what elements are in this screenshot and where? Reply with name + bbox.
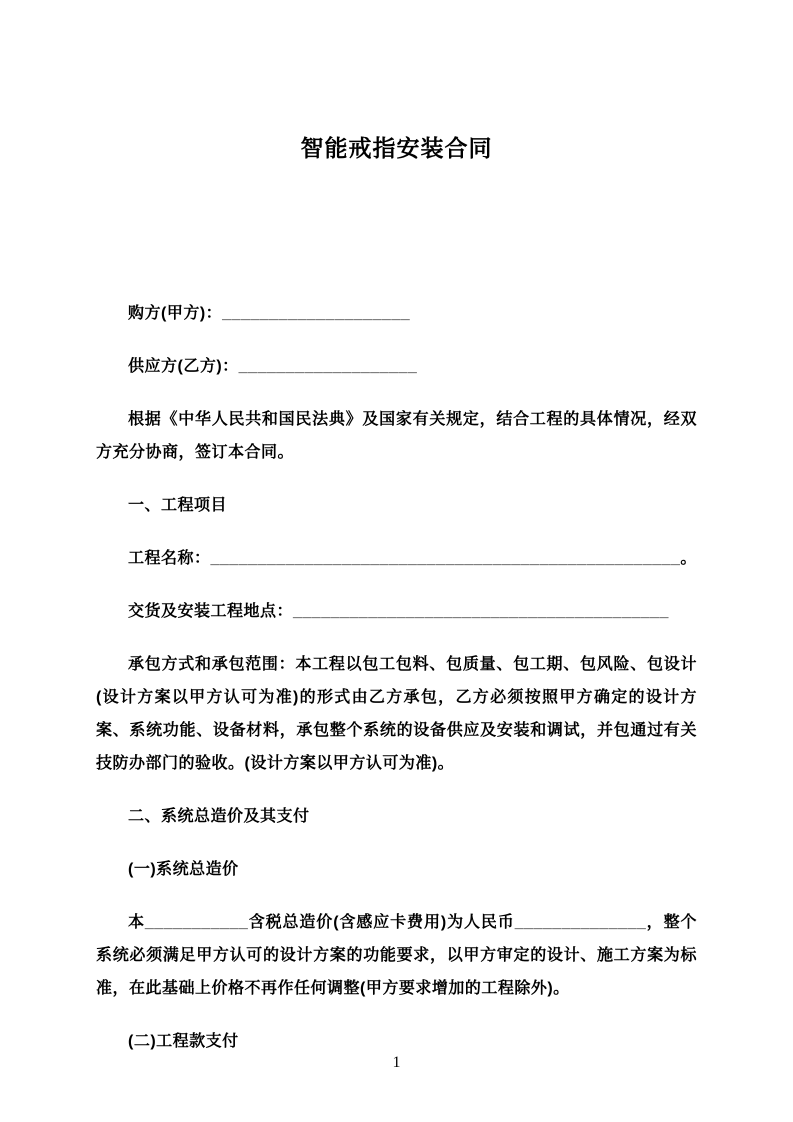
party-a-line: 购方(甲方)：____________________ — [128, 305, 411, 322]
project-name-line: 工程名称：__________________________________________________。 — [128, 550, 697, 567]
page-number: 1 — [392, 1054, 401, 1071]
section1-heading: 一、工程项目 — [128, 497, 228, 514]
total-price-paragraph: 本___________含税总造价(含感应卡费用)为人民币______________，整个系统必须满足甲方认可的设计方案的功能要求，以甲方审定的设计、施工方案为标准，在此基础上价格不再作任何调整(甲方要求增加的工程除外)。 — [96, 914, 697, 997]
document-title: 智能戒指安装合同 — [300, 135, 493, 161]
section2-2-heading: (二)工程款支付 — [128, 1033, 239, 1050]
contract-scope-paragraph: 承包方式和承包范围：本工程以包工包料、包质量、包工期、包风险、包设计(设计方案以甲方认可为准)的形式由乙方承包，乙方必须按照甲方确定的设计方案、系统功能、设备材料，承包整个系统的设备供应及安装和调试，并包通过有关技防办部门的验收。(设计方案以甲方认可为准)。 — [96, 656, 697, 772]
party-b-line: 供应方(乙方)：___________________ — [128, 358, 418, 375]
delivery-location-line: 交货及安装工程地点：________________________________________ — [128, 603, 669, 620]
section2-1-heading: (一)系统总造价 — [128, 861, 239, 878]
preamble-paragraph: 根据《中华人民共和国民法典》及国家有关规定，结合工程的具体情况，经双方充分协商，签订本合同。 — [96, 411, 697, 461]
section2-heading: 二、系统总造价及其支付 — [128, 808, 310, 825]
